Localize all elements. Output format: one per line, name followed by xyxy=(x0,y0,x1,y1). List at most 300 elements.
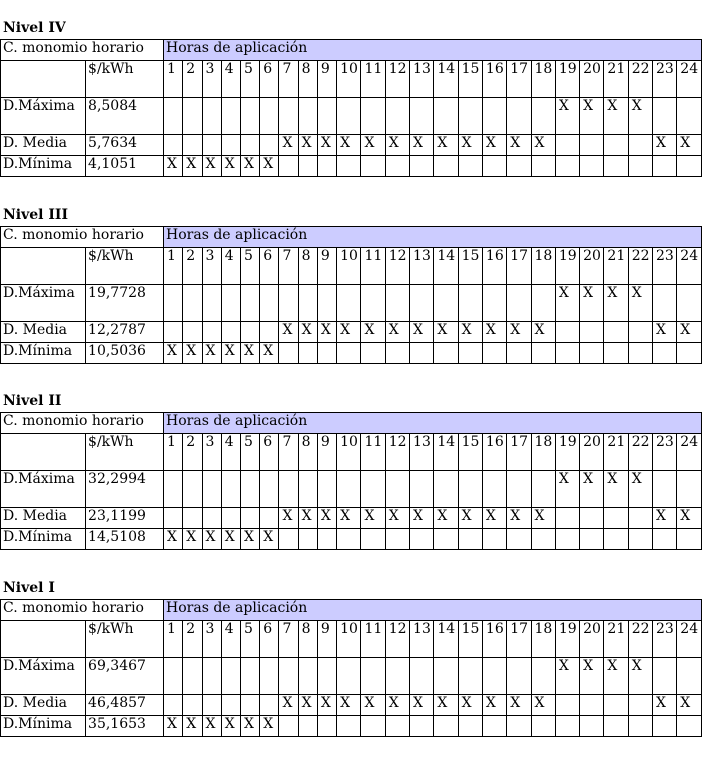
schedule-empty xyxy=(628,343,652,364)
schedule-empty xyxy=(202,658,221,695)
schedule-mark: X xyxy=(183,343,202,364)
tariff-row-max xyxy=(1,471,702,508)
schedule-empty xyxy=(202,695,221,716)
schedule-mark: X xyxy=(531,695,555,716)
hour-cell: 17 xyxy=(507,248,531,285)
schedule-empty xyxy=(361,343,385,364)
schedule-empty xyxy=(385,658,409,695)
hour-cell: 5 xyxy=(240,61,259,98)
schedule-empty xyxy=(531,529,555,550)
schedule-mark: X xyxy=(202,529,221,550)
schedule-empty xyxy=(434,658,458,695)
schedule-empty xyxy=(279,98,298,135)
schedule-mark: X xyxy=(385,135,409,156)
tariff-row-med xyxy=(1,695,702,716)
schedule-empty xyxy=(507,98,531,135)
hour-cell: 4 xyxy=(221,621,240,658)
schedule-empty xyxy=(361,285,385,322)
schedule-empty xyxy=(164,695,183,716)
hour-cell: 22 xyxy=(628,621,652,658)
hour-cell: 7 xyxy=(279,621,298,658)
schedule-mark: X xyxy=(279,135,298,156)
schedule-mark: X xyxy=(279,695,298,716)
schedule-empty xyxy=(628,135,652,156)
hour-cell: 16 xyxy=(482,61,506,98)
schedule-empty xyxy=(555,508,579,529)
schedule-mark: X xyxy=(482,508,506,529)
schedule-empty xyxy=(183,98,202,135)
schedule-empty xyxy=(221,658,240,695)
row-label: D.Mínima xyxy=(1,529,86,550)
schedule-mark: X xyxy=(298,135,317,156)
schedule-empty xyxy=(458,156,482,177)
tariff-row-min xyxy=(1,716,702,737)
schedule-empty xyxy=(361,98,385,135)
schedule-empty xyxy=(482,343,506,364)
schedule-empty xyxy=(458,285,482,322)
schedule-empty xyxy=(260,285,279,322)
schedule-empty xyxy=(202,285,221,322)
schedule-empty xyxy=(628,322,652,343)
hour-cell: 14 xyxy=(434,248,458,285)
hour-cell: 23 xyxy=(653,248,677,285)
schedule-empty xyxy=(260,98,279,135)
schedule-empty xyxy=(458,658,482,695)
row-label: D.Máxima xyxy=(1,285,86,322)
header-label: C. monomio horario xyxy=(1,227,164,248)
schedule-mark: X xyxy=(202,343,221,364)
schedule-empty xyxy=(260,695,279,716)
schedule-empty xyxy=(410,658,434,695)
hour-cell: 21 xyxy=(604,248,628,285)
schedule-empty xyxy=(385,529,409,550)
schedule-mark: X xyxy=(434,135,458,156)
hour-cell: 23 xyxy=(653,621,677,658)
schedule-empty xyxy=(458,98,482,135)
schedule-empty xyxy=(410,716,434,737)
schedule-mark: X xyxy=(221,529,240,550)
schedule-empty xyxy=(337,716,361,737)
schedule-empty xyxy=(183,322,202,343)
schedule-empty xyxy=(580,156,604,177)
schedule-empty xyxy=(580,716,604,737)
schedule-mark: X xyxy=(183,529,202,550)
hour-cell: 19 xyxy=(555,621,579,658)
schedule-empty xyxy=(482,98,506,135)
row-label: D. Media xyxy=(1,695,86,716)
hour-cell: 17 xyxy=(507,434,531,471)
schedule-mark: X xyxy=(337,322,361,343)
schedule-empty xyxy=(482,529,506,550)
hour-cell: 11 xyxy=(361,61,385,98)
schedule-empty xyxy=(507,156,531,177)
schedule-mark: X xyxy=(653,508,677,529)
schedule-empty xyxy=(458,529,482,550)
schedule-empty xyxy=(434,156,458,177)
schedule-empty xyxy=(183,135,202,156)
schedule-mark: X xyxy=(458,135,482,156)
empty-cell xyxy=(1,61,86,98)
schedule-mark: X xyxy=(482,695,506,716)
schedule-empty xyxy=(458,471,482,508)
schedule-mark: X xyxy=(260,716,279,737)
schedule-empty xyxy=(260,658,279,695)
schedule-empty xyxy=(653,471,677,508)
hour-cell: 10 xyxy=(337,621,361,658)
schedule-mark: X xyxy=(531,508,555,529)
schedule-empty xyxy=(434,285,458,322)
hour-cell: 17 xyxy=(507,61,531,98)
schedule-empty xyxy=(202,135,221,156)
row-label: D.Máxima xyxy=(1,658,86,695)
schedule-empty xyxy=(653,343,677,364)
schedule-mark: X xyxy=(628,471,652,508)
level-title: Nivel I xyxy=(3,580,55,596)
schedule-empty xyxy=(628,508,652,529)
hour-cell: 11 xyxy=(361,621,385,658)
schedule-empty xyxy=(361,529,385,550)
schedule-empty xyxy=(298,471,317,508)
schedule-empty xyxy=(361,471,385,508)
schedule-mark: X xyxy=(555,98,579,135)
schedule-mark: X xyxy=(653,135,677,156)
hour-cell: 24 xyxy=(677,61,702,98)
hour-cell: 6 xyxy=(260,248,279,285)
schedule-mark: X xyxy=(677,695,702,716)
schedule-empty xyxy=(507,658,531,695)
schedule-empty xyxy=(628,716,652,737)
schedule-empty xyxy=(458,716,482,737)
hours-label: Horas de aplicación xyxy=(164,40,702,61)
hour-cell: 23 xyxy=(653,61,677,98)
hour-cell: 9 xyxy=(317,621,336,658)
schedule-mark: X xyxy=(604,658,628,695)
unit-label: $/kWh xyxy=(86,434,164,471)
schedule-empty xyxy=(183,285,202,322)
schedule-mark: X xyxy=(555,285,579,322)
schedule-mark: X xyxy=(580,285,604,322)
schedule-mark: X xyxy=(531,322,555,343)
schedule-mark: X xyxy=(434,695,458,716)
schedule-empty xyxy=(337,343,361,364)
schedule-empty xyxy=(434,343,458,364)
schedule-empty xyxy=(653,716,677,737)
schedule-empty xyxy=(260,508,279,529)
hour-cell: 9 xyxy=(317,61,336,98)
hour-cell: 8 xyxy=(298,434,317,471)
hour-cell: 13 xyxy=(410,248,434,285)
schedule-empty xyxy=(260,322,279,343)
schedule-empty xyxy=(240,98,259,135)
schedule-mark: X xyxy=(628,285,652,322)
schedule-mark: X xyxy=(482,322,506,343)
schedule-empty xyxy=(317,156,336,177)
hour-cell: 4 xyxy=(221,434,240,471)
schedule-mark: X xyxy=(604,285,628,322)
hour-cell: 20 xyxy=(580,621,604,658)
schedule-mark: X xyxy=(580,658,604,695)
schedule-empty xyxy=(410,98,434,135)
hour-cell: 11 xyxy=(361,248,385,285)
schedule-empty xyxy=(410,285,434,322)
schedule-mark: X xyxy=(298,322,317,343)
schedule-empty xyxy=(164,471,183,508)
row-label: D. Media xyxy=(1,508,86,529)
price-value: 12,2787 xyxy=(86,322,164,343)
schedule-mark: X xyxy=(221,716,240,737)
schedule-empty xyxy=(298,285,317,322)
hour-cell: 8 xyxy=(298,248,317,285)
price-value: 69,3467 xyxy=(86,658,164,695)
row-label: D.Mínima xyxy=(1,343,86,364)
hour-cell: 11 xyxy=(361,434,385,471)
hours-row xyxy=(1,248,702,285)
schedule-empty xyxy=(221,135,240,156)
schedule-empty xyxy=(604,508,628,529)
schedule-empty xyxy=(385,716,409,737)
schedule-mark: X xyxy=(221,156,240,177)
schedule-empty xyxy=(279,343,298,364)
schedule-mark: X xyxy=(507,508,531,529)
hour-cell: 1 xyxy=(164,621,183,658)
hour-cell: 15 xyxy=(458,248,482,285)
schedule-mark: X xyxy=(482,135,506,156)
schedule-empty xyxy=(240,658,259,695)
hour-cell: 12 xyxy=(385,434,409,471)
row-label: D.Máxima xyxy=(1,98,86,135)
price-value: 19,7728 xyxy=(86,285,164,322)
schedule-empty xyxy=(604,343,628,364)
hour-cell: 5 xyxy=(240,248,259,285)
schedule-mark: X xyxy=(604,98,628,135)
price-value: 35,1653 xyxy=(86,716,164,737)
schedule-empty xyxy=(385,343,409,364)
hour-cell: 6 xyxy=(260,434,279,471)
schedule-empty xyxy=(555,343,579,364)
schedule-empty xyxy=(580,695,604,716)
unit-label: $/kWh xyxy=(86,248,164,285)
schedule-mark: X xyxy=(164,343,183,364)
schedule-mark: X xyxy=(507,135,531,156)
empty-cell xyxy=(1,621,86,658)
schedule-mark: X xyxy=(317,695,336,716)
hour-cell: 22 xyxy=(628,248,652,285)
hour-cell: 17 xyxy=(507,621,531,658)
schedule-empty xyxy=(555,322,579,343)
hours-label: Horas de aplicación xyxy=(164,600,702,621)
hour-cell: 7 xyxy=(279,434,298,471)
tariff-row-min xyxy=(1,529,702,550)
tariff-row-med xyxy=(1,135,702,156)
tariff-row-max xyxy=(1,658,702,695)
hour-cell: 6 xyxy=(260,621,279,658)
hour-cell: 16 xyxy=(482,248,506,285)
hour-cell: 3 xyxy=(202,61,221,98)
schedule-empty xyxy=(385,98,409,135)
hour-cell: 1 xyxy=(164,248,183,285)
schedule-empty xyxy=(580,135,604,156)
schedule-empty xyxy=(555,156,579,177)
schedule-empty xyxy=(337,471,361,508)
schedule-empty xyxy=(555,695,579,716)
schedule-empty xyxy=(183,695,202,716)
schedule-empty xyxy=(317,471,336,508)
schedule-empty xyxy=(298,658,317,695)
schedule-empty xyxy=(337,529,361,550)
schedule-empty xyxy=(260,135,279,156)
schedule-mark: X xyxy=(183,156,202,177)
hour-cell: 21 xyxy=(604,61,628,98)
hour-cell: 20 xyxy=(580,61,604,98)
schedule-empty xyxy=(507,716,531,737)
schedule-empty xyxy=(677,285,702,322)
schedule-mark: X xyxy=(555,658,579,695)
price-value: 5,7634 xyxy=(86,135,164,156)
schedule-empty xyxy=(653,285,677,322)
schedule-empty xyxy=(677,98,702,135)
schedule-empty xyxy=(410,343,434,364)
hours-label: Horas de aplicación xyxy=(164,413,702,434)
schedule-empty xyxy=(202,471,221,508)
schedule-mark: X xyxy=(507,695,531,716)
price-value: 10,5036 xyxy=(86,343,164,364)
schedule-mark: X xyxy=(361,508,385,529)
schedule-empty xyxy=(240,471,259,508)
schedule-empty xyxy=(221,508,240,529)
schedule-mark: X xyxy=(240,716,259,737)
hour-cell: 18 xyxy=(531,248,555,285)
hour-cell: 3 xyxy=(202,248,221,285)
hour-cell: 7 xyxy=(279,61,298,98)
hour-cell: 19 xyxy=(555,434,579,471)
unit-label: $/kWh xyxy=(86,61,164,98)
schedule-mark: X xyxy=(202,716,221,737)
schedule-empty xyxy=(279,471,298,508)
schedule-empty xyxy=(555,716,579,737)
price-value: 8,5084 xyxy=(86,98,164,135)
schedule-empty xyxy=(337,285,361,322)
schedule-empty xyxy=(202,98,221,135)
schedule-empty xyxy=(677,343,702,364)
schedule-mark: X xyxy=(240,343,259,364)
schedule-empty xyxy=(221,695,240,716)
schedule-mark: X xyxy=(628,98,652,135)
schedule-empty xyxy=(604,322,628,343)
schedule-mark: X xyxy=(361,695,385,716)
schedule-mark: X xyxy=(240,529,259,550)
schedule-empty xyxy=(628,156,652,177)
schedule-empty xyxy=(434,716,458,737)
schedule-mark: X xyxy=(260,529,279,550)
schedule-empty xyxy=(580,343,604,364)
hour-cell: 12 xyxy=(385,61,409,98)
schedule-mark: X xyxy=(202,156,221,177)
schedule-mark: X xyxy=(298,508,317,529)
hour-cell: 10 xyxy=(337,61,361,98)
schedule-empty xyxy=(279,285,298,322)
schedule-mark: X xyxy=(385,508,409,529)
schedule-mark: X xyxy=(410,695,434,716)
schedule-empty xyxy=(604,695,628,716)
schedule-empty xyxy=(240,285,259,322)
schedule-mark: X xyxy=(221,343,240,364)
hour-cell: 4 xyxy=(221,248,240,285)
schedule-mark: X xyxy=(458,508,482,529)
schedule-empty xyxy=(531,658,555,695)
schedule-empty xyxy=(298,156,317,177)
hours-row xyxy=(1,61,702,98)
schedule-mark: X xyxy=(385,322,409,343)
schedule-mark: X xyxy=(507,322,531,343)
schedule-mark: X xyxy=(317,508,336,529)
tariff-table xyxy=(0,39,702,177)
hours-row xyxy=(1,434,702,471)
schedule-mark: X xyxy=(164,156,183,177)
schedule-empty xyxy=(317,343,336,364)
hour-cell: 3 xyxy=(202,434,221,471)
schedule-empty xyxy=(279,658,298,695)
schedule-empty xyxy=(434,529,458,550)
schedule-empty xyxy=(317,716,336,737)
schedule-empty xyxy=(317,658,336,695)
hour-cell: 1 xyxy=(164,61,183,98)
hour-cell: 15 xyxy=(458,621,482,658)
hour-cell: 12 xyxy=(385,248,409,285)
header-label: C. monomio horario xyxy=(1,413,164,434)
schedule-empty xyxy=(507,285,531,322)
schedule-empty xyxy=(507,529,531,550)
schedule-empty xyxy=(507,471,531,508)
schedule-empty xyxy=(298,716,317,737)
tariff-row-med xyxy=(1,322,702,343)
hour-cell: 2 xyxy=(183,248,202,285)
hour-cell: 1 xyxy=(164,434,183,471)
schedule-empty xyxy=(653,98,677,135)
schedule-mark: X xyxy=(337,508,361,529)
schedule-mark: X xyxy=(531,135,555,156)
hour-cell: 18 xyxy=(531,621,555,658)
schedule-empty xyxy=(580,322,604,343)
schedule-empty xyxy=(240,695,259,716)
schedule-empty xyxy=(580,508,604,529)
schedule-empty xyxy=(337,156,361,177)
schedule-empty xyxy=(337,98,361,135)
schedule-empty xyxy=(164,322,183,343)
hour-cell: 14 xyxy=(434,61,458,98)
hour-cell: 21 xyxy=(604,434,628,471)
schedule-empty xyxy=(361,716,385,737)
schedule-empty xyxy=(164,508,183,529)
empty-cell xyxy=(1,248,86,285)
hour-cell: 5 xyxy=(240,621,259,658)
hour-cell: 20 xyxy=(580,434,604,471)
level-title: Nivel III xyxy=(3,207,68,223)
schedule-empty xyxy=(604,716,628,737)
hour-cell: 10 xyxy=(337,434,361,471)
level-title: Nivel II xyxy=(3,393,62,409)
schedule-empty xyxy=(385,285,409,322)
hour-cell: 2 xyxy=(183,621,202,658)
tariff-table xyxy=(0,599,702,737)
schedule-mark: X xyxy=(458,695,482,716)
hour-cell: 19 xyxy=(555,248,579,285)
schedule-mark: X xyxy=(260,156,279,177)
schedule-empty xyxy=(410,156,434,177)
tariff-row-max xyxy=(1,285,702,322)
price-value: 32,2994 xyxy=(86,471,164,508)
schedule-empty xyxy=(677,716,702,737)
schedule-mark: X xyxy=(164,529,183,550)
